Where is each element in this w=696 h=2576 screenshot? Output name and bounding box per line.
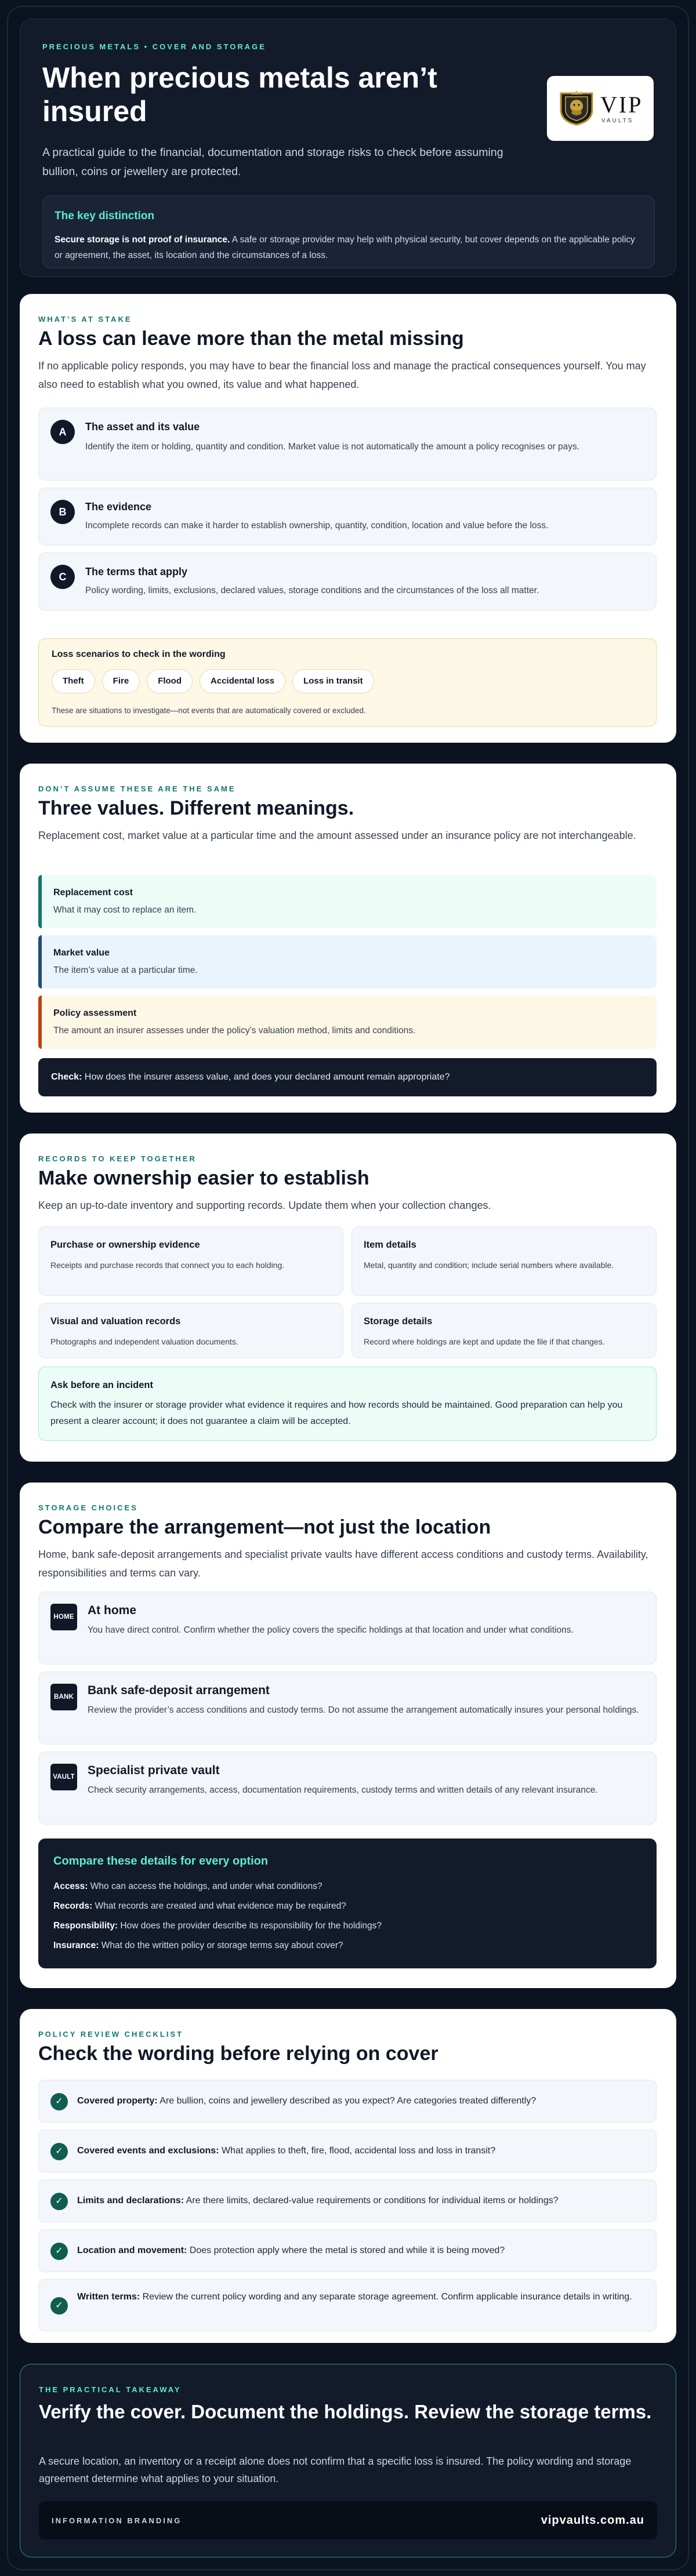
ask-title: Ask before an incident — [50, 1380, 153, 1390]
hero-section — [20, 19, 676, 277]
loss-scenario-pills — [52, 669, 374, 693]
letter-badge: B — [50, 500, 75, 524]
key-distinction-box — [42, 195, 655, 268]
checklist-label: Limits and declarations: — [77, 2196, 184, 2206]
stake-item-title: The asset and its value — [85, 421, 200, 433]
compare-text: Who can access the holdings, and under what conditions? — [88, 1881, 322, 1891]
compare-line — [53, 1941, 343, 1951]
value-policy-assessment — [38, 995, 657, 1049]
stake-item — [38, 408, 657, 481]
record-title: Visual and valuation records — [50, 1316, 181, 1327]
check-label: Check: — [51, 1072, 82, 1082]
compare-line — [53, 1901, 346, 1912]
takeaway-section — [20, 2364, 676, 2557]
ask-before-incident-box — [38, 1367, 657, 1441]
value-text: The item’s value at a particular time. — [53, 965, 198, 975]
record-card — [351, 1303, 657, 1358]
branding-bar — [39, 2501, 657, 2539]
checklist-body: Does protection apply where the metal is stored and while it is being moved? — [187, 2246, 505, 2255]
checklist-body: Review the current policy wording and any separate storage agreement. Confirm applicable insurance details in writing. — [140, 2292, 632, 2302]
storage-section — [20, 1483, 676, 1988]
storage-option-bank — [38, 1672, 657, 1745]
value-accent-bar — [38, 875, 42, 928]
record-title: Storage details — [364, 1316, 433, 1327]
stake-subtitle: If no applicable policy responds, you may have to bear the financial loss and manage the practical consequences yourself. You may also need to establish what you owned, its value and what happened. — [38, 360, 646, 390]
page-title: When precious metals aren’t insured — [42, 61, 437, 128]
branding-label: INFORMATION BRANDING — [52, 2516, 182, 2525]
loss-scenarios-title: Loss scenarios to check in the wording — [52, 649, 226, 659]
takeaway-title: Verify the cover. Document the holdings. Review the storage terms. — [39, 2401, 652, 2422]
stake-eyebrow: WHAT’S AT STAKE — [38, 315, 132, 324]
check-icon: ✓ — [50, 2243, 68, 2260]
values-subtitle: Replacement cost, market value at a particular time and the amount assessed under an insurance policy are not interchangeable. — [38, 830, 636, 841]
stake-item-text: Identify the item or holding, quantity and condition. Market value is not automatically the amount a policy recognises or pays. — [85, 442, 580, 452]
pill-accidental-loss: Accidental loss — [200, 669, 285, 693]
checklist-eyebrow: POLICY REVIEW CHECKLIST — [38, 2030, 184, 2039]
key-distinction-text — [55, 232, 640, 263]
records-section — [20, 1133, 676, 1462]
key-distinction-strong: Secure storage is not proof of insurance. — [55, 235, 230, 245]
storage-option-title: At home — [88, 1604, 136, 1617]
values-title: Three values. Different meanings. — [38, 797, 354, 819]
pill-fire: Fire — [102, 669, 140, 693]
storage-option-vault — [38, 1752, 657, 1825]
letter-badge: A — [50, 420, 75, 444]
storage-subtitle: Home, bank safe-deposit arrangements and specialist private vaults have different access conditions and custody terms. Availability, responsibilities and terms can vary. — [38, 1549, 648, 1579]
records-subtitle: Keep an up-to-date inventory and supporting records. Update them when your collection changes. — [38, 1200, 491, 1211]
record-text: Record where holdings are kept and update the file if that changes. — [364, 1337, 605, 1346]
compare-line — [53, 1881, 322, 1892]
check-icon: ✓ — [50, 2093, 68, 2110]
ask-text: Check with the insurer or storage provider what evidence it requires and how records should be maintained. Good preparation can help you present a clearer account; it does not guarantee a claim will be accepted. — [50, 1400, 623, 1426]
compare-text: What records are created and what evidence may be required? — [92, 1901, 346, 1911]
checklist-item — [38, 2080, 657, 2123]
pill-flood: Flood — [147, 669, 193, 693]
compare-title: Compare these details for every option — [53, 1855, 269, 1867]
storage-option-text: You have direct control. Confirm whether the policy covers the specific holdings at that location and under what conditions. — [88, 1625, 574, 1635]
stake-item — [38, 488, 657, 546]
checklist-body: What applies to theft, fire, flood, accidental loss and loss in transit? — [219, 2146, 496, 2156]
compare-details-box — [38, 1839, 657, 1968]
values-eyebrow: DON’T ASSUME THESE ARE THE SAME — [38, 784, 236, 793]
stake-section — [20, 294, 676, 743]
record-title: Purchase or ownership evidence — [50, 1240, 200, 1250]
value-title: Replacement cost — [53, 888, 133, 898]
pill-loss-in-transit: Loss in transit — [292, 669, 374, 693]
home-icon: HOME — [50, 1604, 77, 1630]
loss-scenarios-box — [38, 638, 657, 726]
value-title: Market value — [53, 948, 110, 958]
record-text: Receipts and purchase records that connect you to each holding. — [50, 1260, 285, 1270]
logo-wordmark: VIP — [600, 92, 643, 118]
checklist-label: Written terms: — [77, 2292, 140, 2302]
checklist-label: Covered property: — [77, 2096, 158, 2106]
stake-item — [38, 553, 657, 611]
stake-item-title: The evidence — [85, 501, 152, 513]
storage-option-title: Specialist private vault — [88, 1764, 220, 1777]
checklist-text — [77, 2289, 646, 2305]
compare-label: Insurance: — [53, 1941, 99, 1950]
checklist-item — [38, 2179, 657, 2222]
website-link[interactable]: vipvaults.com.au — [541, 2514, 644, 2527]
lion-crest-icon — [557, 89, 596, 127]
value-replacement-cost — [38, 875, 657, 928]
record-text: Metal, quantity and condition; include serial numbers where available. — [364, 1260, 614, 1270]
pill-theft: Theft — [52, 669, 95, 693]
key-distinction-body: A safe or storage provider may help with physical security, but cover depends on the applicable policy or agreement, the asset, its location and the circumstances of a loss. — [55, 235, 635, 260]
checklist-title: Check the wording before relying on cover — [38, 2043, 438, 2065]
stake-item-title: The terms that apply — [85, 566, 188, 577]
storage-title: Compare the arrangement—not just the location — [38, 1516, 491, 1538]
compare-text: What do the written policy or storage terms say about cover? — [99, 1941, 343, 1950]
compare-text: How does the provider describe its responsibility for the holdings? — [118, 1921, 382, 1931]
storage-option-home — [38, 1592, 657, 1665]
value-text: The amount an insurer assesses under the policy’s valuation method, limits and conditions. — [53, 1026, 416, 1036]
check-icon: ✓ — [50, 2143, 68, 2160]
checklist-text — [77, 2193, 646, 2209]
takeaway-eyebrow: THE PRACTICAL TAKEAWAY — [39, 2385, 182, 2394]
loss-scenarios-note: These are situations to investigate—not events that are automatically covered or excluded. — [52, 706, 366, 715]
values-section — [20, 764, 676, 1113]
compare-label: Records: — [53, 1901, 93, 1911]
vault-icon: VAULT — [50, 1764, 77, 1790]
compare-label: Access: — [53, 1881, 88, 1891]
vip-vaults-logo — [547, 76, 654, 141]
checklist-item — [38, 2130, 657, 2172]
record-card — [38, 1226, 343, 1296]
check-icon: ✓ — [50, 2297, 68, 2315]
takeaway-text: A secure location, an inventory or a receipt alone does not confirm that a specific loss is insured. The policy wording and storage agreement determine what applies to your situation. — [39, 2455, 632, 2484]
key-distinction-title: The key distinction — [55, 210, 155, 222]
record-title: Item details — [364, 1240, 416, 1250]
hero-subtitle: A practical guide to the financial, documentation and storage risks to check before assuming bullion, coins or jewellery are protected. — [42, 146, 503, 178]
storage-option-title: Bank safe-deposit arrangement — [88, 1684, 270, 1697]
checklist-text — [77, 2143, 646, 2159]
checklist-text — [77, 2093, 646, 2109]
records-title: Make ownership easier to establish — [38, 1167, 369, 1189]
record-text: Photographs and independent valuation documents. — [50, 1337, 238, 1346]
value-market-value — [38, 935, 657, 989]
checklist-text — [77, 2243, 646, 2259]
checklist-body: Are bullion, coins and jewellery described as you expect? Are categories treated differently? — [157, 2096, 536, 2106]
stake-item-text: Policy wording, limits, exclusions, declared values, storage conditions and the circumstances of the loss all matter. — [85, 586, 539, 595]
records-eyebrow: RECORDS TO KEEP TOGETHER — [38, 1154, 197, 1163]
checklist-item — [38, 2279, 657, 2331]
stake-title: A loss can leave more than the metal missing — [38, 328, 464, 350]
check-text: How does the insurer assess value, and does your declared amount remain appropriate? — [82, 1072, 450, 1082]
logo-tagline: VAULTS — [601, 118, 634, 124]
record-card — [351, 1226, 657, 1296]
checklist-label: Location and movement: — [77, 2246, 187, 2255]
value-text: What it may cost to replace an item. — [53, 905, 197, 915]
bank-icon: BANK — [50, 1684, 77, 1710]
stake-item-text: Incomplete records can make it harder to establish ownership, quantity, condition, location and value before the loss. — [85, 521, 549, 531]
compare-line — [53, 1921, 382, 1931]
storage-option-text: Review the provider’s access conditions and custody terms. Do not assume the arrangement automatically insures your personal holdings. — [88, 1705, 639, 1715]
checklist-label: Covered events and exclusions: — [77, 2146, 219, 2156]
value-check-bar — [38, 1058, 657, 1096]
value-accent-bar — [38, 935, 42, 989]
record-card — [38, 1303, 343, 1358]
letter-badge: C — [50, 565, 75, 589]
checklist-body: Are there limits, declared-value requirements or conditions for individual items or holdings? — [184, 2196, 559, 2206]
value-title: Policy assessment — [53, 1008, 137, 1018]
storage-option-text: Check security arrangements, access, documentation requirements, custody terms and written details of any relevant insurance. — [88, 1785, 598, 1795]
check-icon: ✓ — [50, 2193, 68, 2210]
hero-eyebrow: PRECIOUS METALS • COVER AND STORAGE — [42, 42, 266, 51]
compare-label: Responsibility: — [53, 1921, 118, 1931]
checklist-section — [20, 2009, 676, 2343]
checklist-item — [38, 2229, 657, 2272]
value-accent-bar — [38, 995, 42, 1049]
storage-eyebrow: STORAGE CHOICES — [38, 1503, 138, 1512]
